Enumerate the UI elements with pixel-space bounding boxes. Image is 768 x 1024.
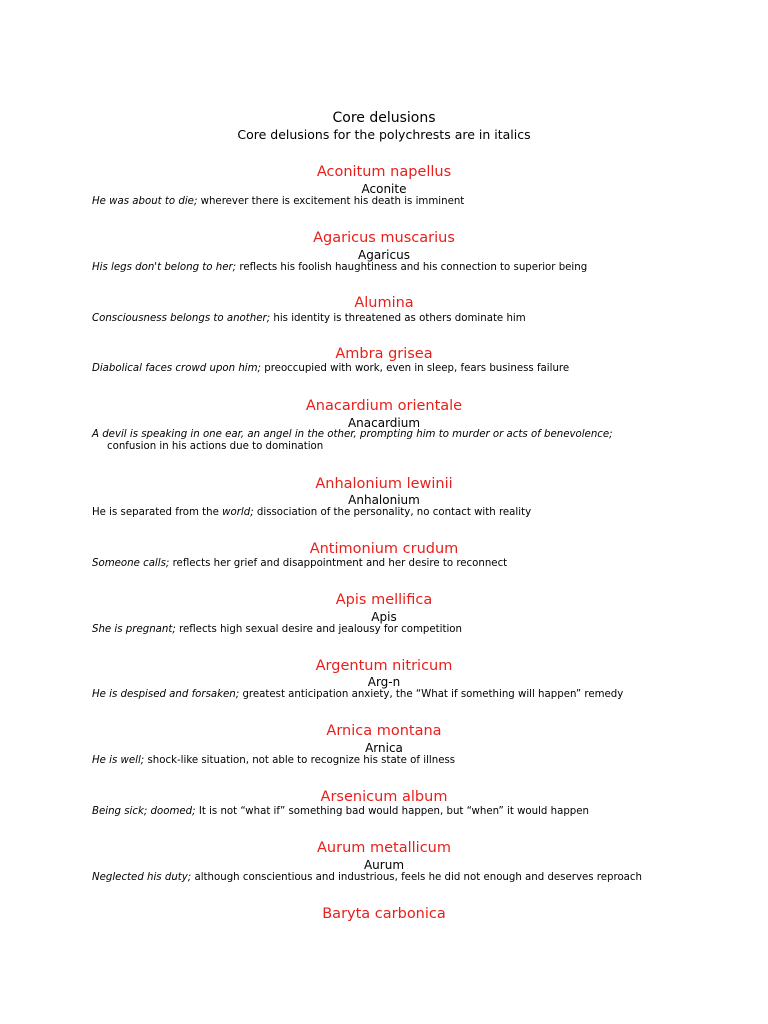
remedy-name: Apis mellifica [335,592,433,608]
core-delusion: Consciousness belongs to another; [92,313,271,324]
remedy-abbreviation: Agaricus [358,248,410,262]
delusion-note: It is not “what if” something bad would happen, but “when” it would happen [198,806,589,817]
remedy-abbreviation: Apis [371,610,397,624]
delusion-note: although conscientious and industrious, feels he did not enough and deserves reproach [194,872,642,883]
core-delusion: world; [222,507,254,518]
delusion-note: his identity is threatened as others dominate him [273,313,526,324]
remedy-name: Arsenicum album [320,789,448,805]
remedy-abbreviation: Anhalonium [348,493,420,507]
remedy-abbreviation: Anacardium [347,416,421,430]
remedy-name: Arnica montana [326,723,442,739]
remedy-name: Antimonium crudum [309,541,459,557]
page-subtitle: Core delusions for the polychrests are in italics [237,127,531,142]
delusion-note: reflects his foolish haughtiness and his connection to superior being [239,262,588,273]
remedy-description [92,196,464,208]
remedy-name: Baryta carbonica [322,906,446,922]
remedy-description [92,313,526,325]
remedy-description [92,429,613,441]
core-delusion: Neglected his duty; [92,872,192,883]
delusion-note: shock-like situation, not able to recognize his state of illness [147,755,456,766]
remedy-description [92,755,455,767]
remedy-abbreviation: Arnica [365,741,403,755]
delusion-note: reflects high sexual desire and jealousy for competition [179,624,462,635]
core-delusion: He is well; [92,755,145,766]
core-delusion: Being sick; doomed; [92,806,196,817]
remedy-name: Anacardium orientale [305,398,463,414]
remedy-description [92,872,642,884]
remedy-description [92,363,569,375]
remedy-description [92,558,507,570]
remedy-description [92,689,623,701]
remedy-name: Agaricus muscarius [313,230,455,246]
delusion-note: wherever there is excitement his death is imminent [200,196,465,207]
remedy-description [92,806,589,818]
remedy-name: Anhalonium lewinii [315,476,453,492]
delusion-note: greatest anticipation anxiety, the “What if something will happen” remedy [242,689,624,700]
remedy-name: Alumina [354,295,414,311]
delusion-note: confusion in his actions due to domination [107,441,324,452]
remedy-description [92,507,531,519]
delusion-note: preoccupied with work, even in sleep, fears business failure [264,363,570,374]
remedy-name: Aurum metallicum [317,840,451,856]
remedy-description [92,624,462,636]
delusion-note: reflects her grief and disappointment and her desire to reconnect [172,558,508,569]
remedy-name: Aconitum napellus [316,164,452,180]
core-delusion: She is pregnant; [92,624,176,635]
remedy-abbreviation: Aurum [363,858,405,872]
remedy-name: Argentum nitricum [315,658,453,674]
page-title: Core delusions [332,110,436,126]
core-delusion: He is despised and forsaken; [92,689,240,700]
delusion-note: dissociation of the personality, no contact with reality [256,507,532,518]
core-delusion: His legs don't belong to her; [92,262,237,273]
remedy-name: Ambra grisea [335,346,433,362]
remedy-abbreviation: Aconite [361,182,407,196]
core-delusion: Diabolical faces crowd upon him; [92,363,261,374]
core-delusion: He was about to die; [92,196,198,207]
core-delusion: A devil is speaking in one ear, an angel in the other, prompting him to murder or acts of benevolence; [92,429,613,440]
core-delusion-prefix: He is separated from the [92,507,219,518]
remedy-abbreviation: Arg-n [367,675,401,689]
remedy-description [92,262,587,274]
core-delusion: Someone calls; [92,558,170,569]
